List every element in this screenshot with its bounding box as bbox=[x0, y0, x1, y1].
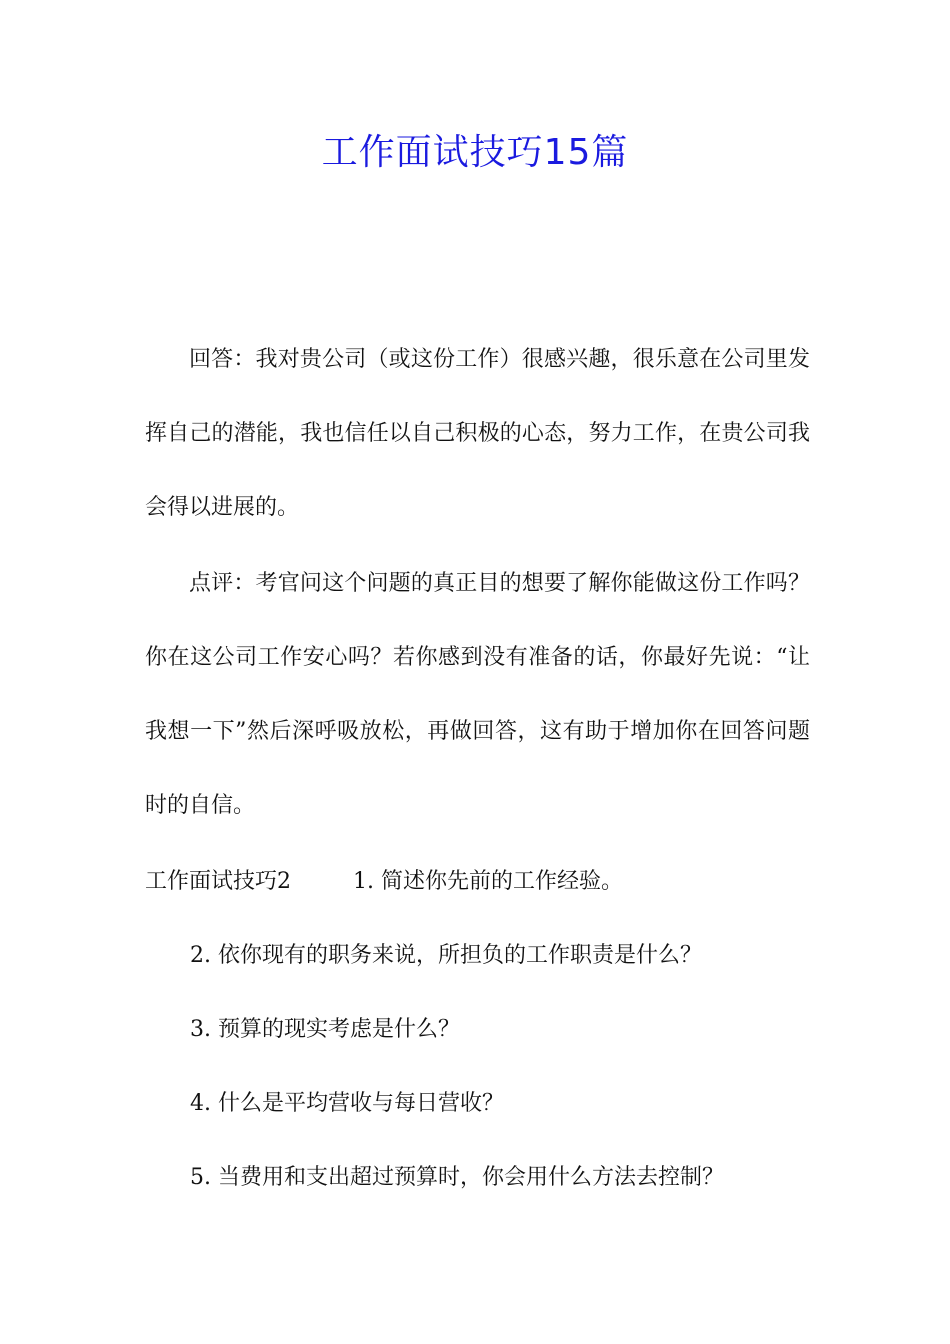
answer-paragraph: 回答：我对贵公司（或这份工作）很感兴趣，很乐意在公司里发挥自己的潜能，我也信任以自己积极的心态，努力工作，在贵公司我会得以进展的。 bbox=[145, 347, 810, 520]
question-2: 2. 依你现有的职务来说，所担负的工作职责是什么？ bbox=[190, 943, 702, 968]
question-5: 5. 当费用和支出超过预算时，你会用什么方法去控制？ bbox=[190, 1165, 724, 1190]
comment-paragraph: 点评：考官问这个问题的真正目的想要了解你能做这份工作吗？你在这公司工作安心吗？若你感到没有准备的话，你最好先说：“让我想一下”然后深呼吸放松，再做回答，这有助于增加你在回答问题时的自信。 bbox=[145, 571, 810, 818]
question-1: 1. 简述你先前的工作经验。 bbox=[353, 869, 623, 894]
answer-block bbox=[145, 323, 810, 545]
document-title: 工作面试技巧15篇 bbox=[321, 132, 629, 173]
question-4: 4. 什么是平均营收与每日营收？ bbox=[190, 1091, 504, 1116]
section-heading: 工作面试技巧2 bbox=[145, 869, 291, 894]
question-3: 3. 预算的现实考虑是什么？ bbox=[190, 1017, 460, 1042]
comment-block bbox=[145, 547, 810, 843]
